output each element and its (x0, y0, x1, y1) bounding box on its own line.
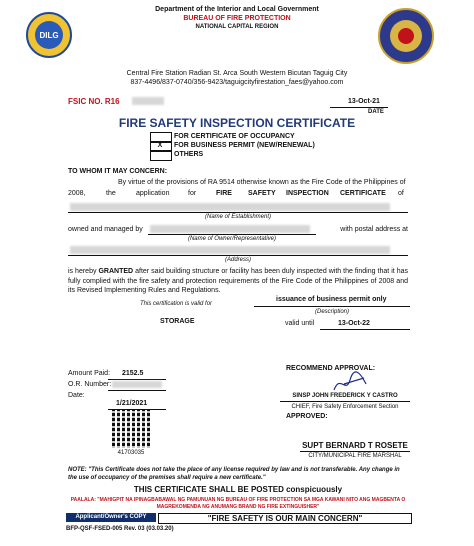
paragraph-1b-certificate: CERTIFICATE (340, 190, 386, 197)
paragraph-1b-year: 2008, (68, 190, 86, 197)
occupancy-description: STORAGE (160, 318, 195, 325)
station-address: Central Fire Station Radian St. Arca South Western Bicutan Taguig City (126, 70, 348, 77)
option-occupancy-label: FOR CERTIFICATE OF OCCUPANCY (174, 133, 295, 140)
region-name: NATIONAL CAPITAL REGION (195, 24, 279, 30)
or-number-redacted (112, 381, 162, 388)
warning-text: PAALALA: "MAHIGPIT NA IPINAGBABAWAL NG PAMUNUAN NG BUREAU OF FIRE PROTECTION SA MGA KAWANI NITO ANG MAGBENTA O MAGREKOMENDA NG ANUMANG BRAND NG FIRE EXTINGUISHER" (70, 497, 406, 510)
slogan: "FIRE SAFETY IS OUR MAIN CONCERN" (158, 513, 412, 524)
address-redacted (70, 246, 390, 254)
paragraph-1a: By virtue of the provisions of RA 9514 otherwise known as the Fire Code of the Philippines of (118, 179, 406, 186)
paragraph-1b-application: application (136, 190, 170, 197)
fsic-date: 13-Oct-21 (348, 98, 380, 105)
owner-redacted (150, 225, 310, 233)
or-number-label: O.R. Number: (68, 381, 112, 388)
amount-paid-value: 2152.5 (122, 370, 144, 377)
owned-managed-text: owned and managed by (68, 226, 143, 233)
certificate-title: FIRE SAFETY INSPECTION CERTIFICATE (118, 116, 356, 130)
paragraph-1b-for: for (188, 190, 197, 197)
dilg-seal (26, 12, 72, 58)
approver-title: CITY/MUNICIPAL FIRE MARSHAL (308, 453, 402, 459)
option-business-mark: X (157, 142, 163, 149)
amount-paid-label: Amount Paid: (68, 370, 111, 377)
fsic-number: FSIC NO. R16 (68, 97, 120, 106)
option-business-label: FOR BUSINESS PERMIT (NEW/RENEWAL) (174, 142, 315, 149)
form-code: BFP-QSF-FSED-005 Rev. 03 (03.03.20) (66, 526, 174, 532)
payment-date-value: 1/21/2021 (116, 400, 148, 407)
fsic-redacted (132, 97, 164, 105)
paragraph-2: is hereby GRANTED after said building structure or facility has been duly inspected with the finding that it has fully complied with the fire safety and protection requirements of the Fire Code of the Philippines of 2008 and its Revised Implementing Rules and Regulations. (68, 268, 408, 294)
owner-label: (Name of Owner/Representative) (187, 236, 277, 242)
bfp-seal (378, 8, 434, 64)
recommender-name: SINSP JOHN FREDERICK Y CASTRO (292, 393, 398, 399)
payment-date-label: Date: (68, 392, 85, 399)
purpose-text: issuance of business permit only (276, 296, 387, 303)
approved-label: APPROVED: (286, 413, 328, 420)
valid-for-text: This certification is valid for (140, 301, 213, 307)
establishment-redacted (70, 203, 390, 211)
copy-label: Applicant/Owner's COPY (66, 513, 156, 522)
valid-until-date: 13-Oct-22 (338, 320, 370, 327)
station-contacts: 837-4496/837-0740/356-9423/taguigcityfirestation_faes@yahoo.com (130, 79, 344, 86)
dilg-seal-text: DILG (35, 21, 63, 49)
paragraph-1b-safety: SAFETY (248, 190, 276, 197)
approver-name: SUPT BERNARD T ROSETE (302, 441, 408, 450)
valid-until-label: valid until (285, 320, 315, 327)
salutation: TO WHOM IT MAY CONCERN: (68, 168, 168, 175)
dept-name: Department of the Interior and Local Government (155, 6, 319, 13)
posted-text: THIS CERTIFICATE SHALL BE POSTED conspicuously (133, 485, 343, 494)
note-text: NOTE: "This Certificate does not take the place of any license required by law and is not transferable. Any change in the use of occupancy of the premises shall require a new certificate." (68, 467, 400, 481)
address-label: (Address) (224, 257, 251, 263)
paragraph-1b-the: the (106, 190, 116, 197)
bureau-name: BUREAU OF FIRE PROTECTION (183, 15, 291, 22)
postal-address-text: with postal address at (340, 226, 408, 233)
description-label: (Description) (314, 309, 349, 315)
paragraph-1b-fire: FIRE (216, 190, 232, 197)
option-others-label: OTHERS (174, 151, 204, 158)
qr-number: 41703035 (117, 450, 145, 456)
paragraph-1b-of: of (398, 190, 404, 197)
establishment-label: (Name of Establishment) (204, 214, 272, 220)
paragraph-1b-inspection: INSPECTION (286, 190, 329, 197)
date-label: DATE (368, 109, 384, 115)
recommend-approval-label: RECOMMEND APPROVAL: (286, 365, 376, 372)
recommender-title: CHIEF, Fire Safety Enforcement Section (291, 404, 399, 410)
